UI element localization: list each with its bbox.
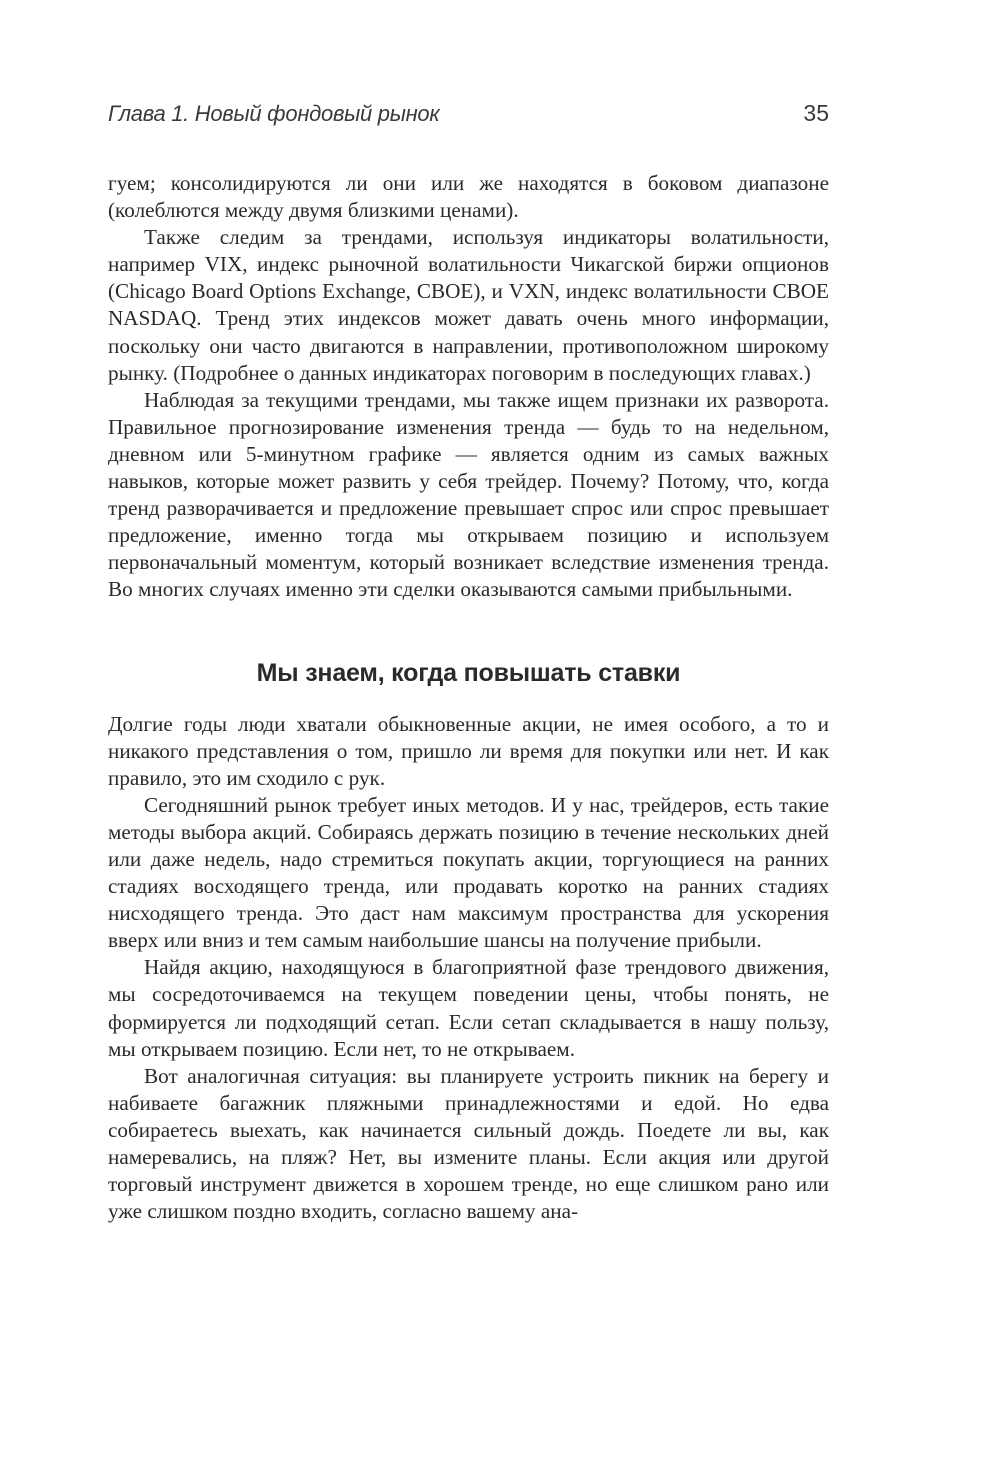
paragraph: Вот аналогичная ситуация: вы планируете устроить пикник на берегу и набиваете багажник пляжными принадлежностями и едой. Но едва собираетесь выехать, как начинается сильный дождь. Поедете ли вы, как намеревались, на пляж? Нет, вы измените планы. Если акция или другой торговый инструмент движется в хорошем тренде, но еще слишком рано или уже слишком поздно входить, согласно вашему ана- <box>108 1063 829 1224</box>
paragraph: Наблюдая за текущими трендами, мы также ищем признаки их разворота. Правильное прогнозирование изменения тренда — будь то на недельном, дневном или 5-минутном графике — является одним из самых важных навыков, которые может развить у себя трейдер. Почему? Потому, что, когда тренд разворачивается и предложение превышает спрос или спрос превышает предложение, именно тогда мы открываем позицию и используем первоначальный моментум, который возникает вследствие изменения тренда. Во многих случаях именно эти сделки оказываются самыми прибыльными. <box>108 387 829 602</box>
section-heading: Мы знаем, когда повышать ставки <box>256 658 681 687</box>
text-block-before-heading <box>108 170 829 604</box>
chapter-title: Глава 1. Новый фондовый рынок <box>108 101 440 126</box>
book-page <box>108 100 829 1225</box>
paragraph: Сегодняшний рынок требует иных методов. И у нас, трейдеров, есть такие методы выбора акций. Собираясь держать позицию в течение нескольких дней или даже недель, надо стремиться покупать акции, торгующиеся на ранних стадиях восходящего тренда, или продавать коротко на ранних стадиях нисходящего тренда. Это даст нам максимум пространства для ускорения вверх или вниз и тем самым наибольшие шансы на получение прибыли. <box>108 792 829 953</box>
running-header <box>108 100 829 144</box>
text-block-after-heading <box>108 711 829 1226</box>
paragraph: гуем; консолидируются ли они или же находятся в боковом диапазоне (колеблются между двумя близкими ценами). <box>108 171 829 223</box>
paragraph: Найдя акцию, находящуюся в благоприятной фазе трендового движения, мы сосредоточиваемся на текущем поведении цены, чтобы понять, не формируется ли подходящий сетап. Если сетап складывается в нашу пользу, мы открываем позицию. Если нет, то не открываем. <box>108 955 829 1061</box>
paragraph: Также следим за трендами, используя индикаторы волатильности, например VIX, индекс рыночной волатильности Чикагской биржи опционов (Chicago Board Options Exchange, CBOE), и VXN, индекс волатильности CBOE NASDAQ. Тренд этих индексов может давать очень много информации, поскольку они часто двигаются в направлении, противоположном широкому рынку. (Подробнее о данных индикаторах поговорим в последующих главах.) <box>108 225 829 385</box>
paragraph: Долгие годы люди хватали обыкновенные акции, не имея особого, а то и никакого представления о том, пришло ли время для покупки или нет. И как правило, это им сходило с рук. <box>108 711 829 790</box>
page-number: 35 <box>803 100 829 126</box>
